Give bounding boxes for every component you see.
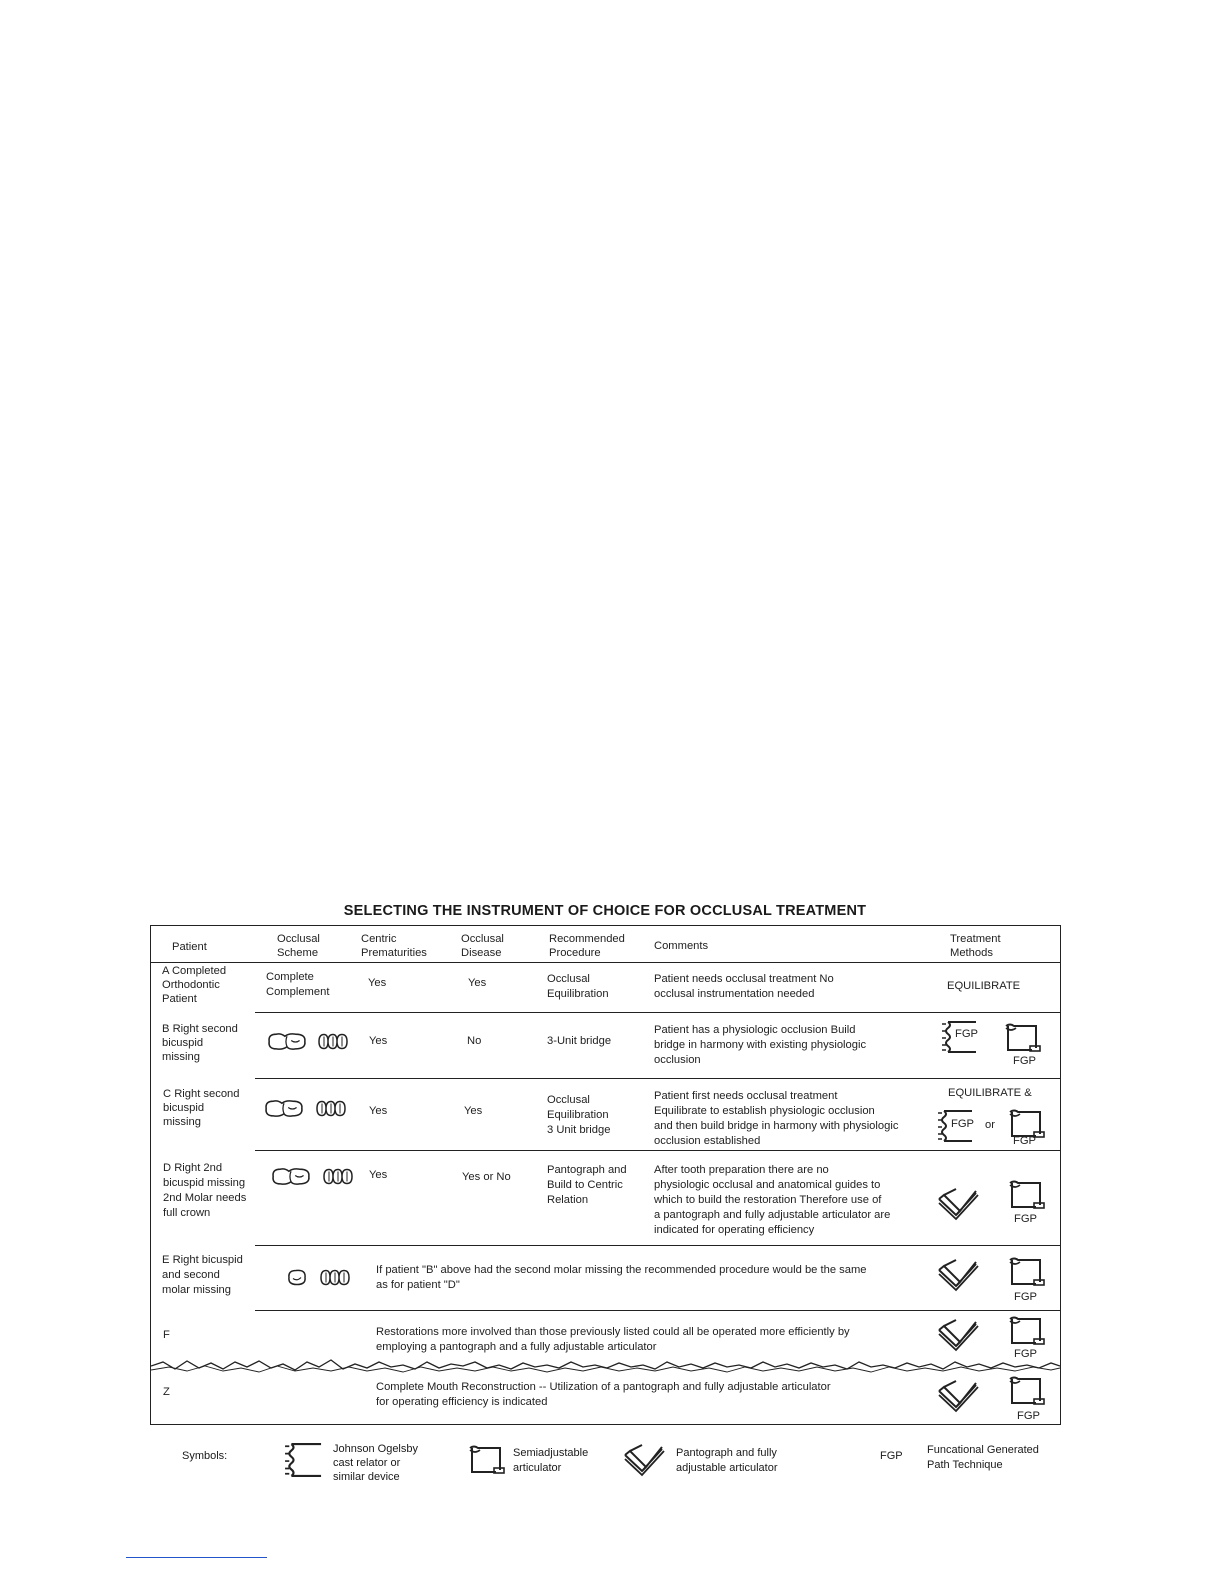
header-procedure-line1: Recommended [549,933,625,945]
header-scheme-line1: Occlusal [277,933,320,945]
header-comments: Comments [654,940,709,952]
row-b-comments-3: occlusion [654,1054,701,1066]
row-f-fgp-label: FGP [1014,1348,1037,1360]
row-b-fgp-box: FGP [955,1028,978,1040]
symbol-johnson-1: Johnson Ogelsby [333,1443,418,1455]
row-a-patient-3: Patient [162,993,197,1005]
relator-icon [280,1442,324,1478]
row-z-comments-2: for operating efficiency is indicated [376,1396,548,1408]
row-z-patient: Z [163,1386,170,1398]
header-disease-line1: Occlusal [461,933,504,945]
row-e-comments-1: If patient "B" above had the second molar missing the recommended procedure would be the same [376,1264,867,1276]
row-divider [255,1012,1060,1013]
symbol-fgp-key: FGP [880,1450,903,1462]
row-a-procedure-2: Equilibration [547,988,609,1000]
header-methods-line1: Treatment [950,933,1001,945]
row-d-disease: Yes or No [462,1171,511,1183]
pantograph-icon [936,1185,980,1221]
pantograph-icon [622,1441,666,1477]
row-a-patient-2: Orthodontic [162,979,220,991]
row-d-centric: Yes [369,1169,388,1181]
row-c-disease: Yes [464,1105,483,1117]
row-b-patient-1: B Right second [162,1023,238,1035]
symbol-johnson-2: cast relator or [333,1457,401,1469]
header-methods-line2: Methods [950,947,993,959]
symbol-fgp-desc-1: Funcational Generated [927,1444,1039,1456]
row-b-comments-2: bridge in harmony with existing physiologic [654,1039,867,1051]
row-d-procedure-2: Build to Centric [547,1179,623,1191]
row-a-centric: Yes [368,977,387,989]
row-c-fgp-box: FGP [951,1118,974,1130]
torn-edge-divider [151,1356,1060,1376]
row-c-procedure-1: Occlusal [547,1094,590,1106]
row-c-comments-2: Equilibrate to establish physiologic occlusion [654,1105,875,1117]
header-scheme-line2: Scheme [277,947,319,959]
semiadjustable-articulator-icon [466,1444,506,1476]
row-d-patient-3: 2nd Molar needs [163,1192,247,1204]
semiadjustable-articulator-icon [1006,1375,1046,1407]
header-centric-line2: Prematurities [361,947,427,959]
row-divider [255,1310,1060,1311]
row-d-comments-3: which to build the restoration Therefore use of [654,1194,882,1206]
symbols-label: Symbols: [182,1450,228,1462]
row-a-method: EQUILIBRATE [947,980,1021,992]
row-c-patient-1: C Right second [163,1088,240,1100]
row-e-patient-3: molar missing [162,1284,232,1296]
row-b-fgp-label: FGP [1013,1055,1036,1067]
row-a-scheme-1: Complete [266,971,314,983]
row-e-patient-2: and second [162,1269,220,1281]
pantograph-icon [936,1256,980,1292]
row-d-patient-1: D Right 2nd [163,1162,223,1174]
tooth-scheme-icon [263,1098,305,1119]
row-c-procedure-2: Equilibration [547,1109,609,1121]
row-b-patient-3: missing [162,1051,200,1063]
row-d-comments-1: After tooth preparation there are no [654,1164,829,1176]
row-f-comments-2: employing a pantograph and a fully adjustable articulator [376,1341,657,1353]
tooth-scheme-icon [321,1166,355,1187]
row-c-comments-1: Patient first needs occlusal treatment [654,1090,838,1102]
row-divider [255,1078,1060,1079]
row-c-comments-3: and then build bridge in harmony with physiologic [654,1120,899,1132]
row-c-fgp-label: FGP [1013,1135,1036,1147]
semiadjustable-articulator-icon [1006,1315,1046,1347]
row-d-comments-4: a pantograph and fully adjustable articulator are [654,1209,891,1221]
row-z-fgp-label: FGP [1017,1410,1040,1422]
row-f-patient: F [163,1329,170,1341]
pantograph-icon [936,1316,980,1352]
row-a-scheme-2: Complement [266,986,330,998]
row-b-disease: No [467,1035,482,1047]
tooth-scheme-icon [318,1267,352,1288]
row-c-patient-3: missing [163,1116,201,1128]
row-c-or: or [985,1119,995,1131]
row-d-fgp-label: FGP [1014,1213,1037,1225]
header-patient: Patient [172,941,207,953]
header-divider [151,962,1060,963]
row-c-comments-4: occlusion established [654,1135,761,1147]
row-e-comments-2: as for patient "D" [376,1279,460,1291]
row-b-patient-2: bicuspid [162,1037,204,1049]
row-d-comments-2: physiologic occlusal and anatomical guides to [654,1179,881,1191]
row-a-patient-1: A Completed [162,965,227,977]
row-divider [255,1245,1060,1246]
row-d-procedure-1: Pantograph and [547,1164,627,1176]
row-c-method: EQUILIBRATE & [948,1087,1032,1099]
tooth-scheme-icon [314,1098,348,1119]
row-d-procedure-3: Relation [547,1194,589,1206]
row-c-patient-2: bicuspid [163,1102,205,1114]
tooth-scheme-icon [316,1031,350,1052]
row-c-procedure-3: 3 Unit bridge [547,1124,611,1136]
row-d-patient-2: bicuspid missing [163,1177,246,1189]
tooth-scheme-icon [270,1166,312,1187]
symbol-fgp-desc-2: Path Technique [927,1459,1003,1471]
footnote-rule [126,1557,267,1558]
header-procedure-line2: Procedure [549,947,601,959]
row-e-patient-1: E Right bicuspid [162,1254,243,1266]
row-f-comments-1: Restorations more involved than those previously listed could all be operated more efficiently by [376,1326,850,1338]
symbol-panto-2: adjustable articulator [676,1462,778,1474]
header-disease-line2: Disease [461,947,502,959]
semiadjustable-articulator-icon [1006,1256,1046,1288]
pantograph-icon [936,1377,980,1413]
row-e-fgp-label: FGP [1014,1291,1037,1303]
row-b-comments-1: Patient has a physiologic occlusion Build [654,1024,856,1036]
tooth-scheme-icon [286,1267,308,1288]
row-z-comments-1: Complete Mouth Reconstruction -- Utilization of a pantograph and fully adjustable articulator [376,1381,831,1393]
header-centric-line1: Centric [361,933,397,945]
row-a-procedure-1: Occlusal [547,973,590,985]
row-a-comments-2: occlusal instrumentation needed [654,988,815,1000]
row-b-procedure: 3-Unit bridge [547,1035,612,1047]
semiadjustable-articulator-icon [1006,1179,1046,1211]
row-d-patient-4: full crown [163,1207,211,1219]
symbol-panto-1: Pantograph and fully [676,1447,777,1459]
row-a-comments-1: Patient needs occlusal treatment No [654,973,834,985]
symbol-johnson-3: similar device [333,1471,400,1483]
semiadjustable-articulator-icon [1002,1022,1042,1054]
symbol-semi-1: Semiadjustable [513,1447,589,1459]
row-b-centric: Yes [369,1035,388,1047]
row-d-comments-5: indicated for operating efficiency [654,1224,815,1236]
occlusal-treatment-table [150,925,1061,1425]
table-title: SELECTING THE INSTRUMENT OF CHOICE FOR OCCLUSAL TREATMENT [343,903,867,919]
symbol-semi-2: articulator [513,1462,562,1474]
tooth-scheme-icon [266,1031,308,1052]
row-a-disease: Yes [468,977,487,989]
row-c-centric: Yes [369,1105,388,1117]
row-divider [255,1150,1060,1151]
